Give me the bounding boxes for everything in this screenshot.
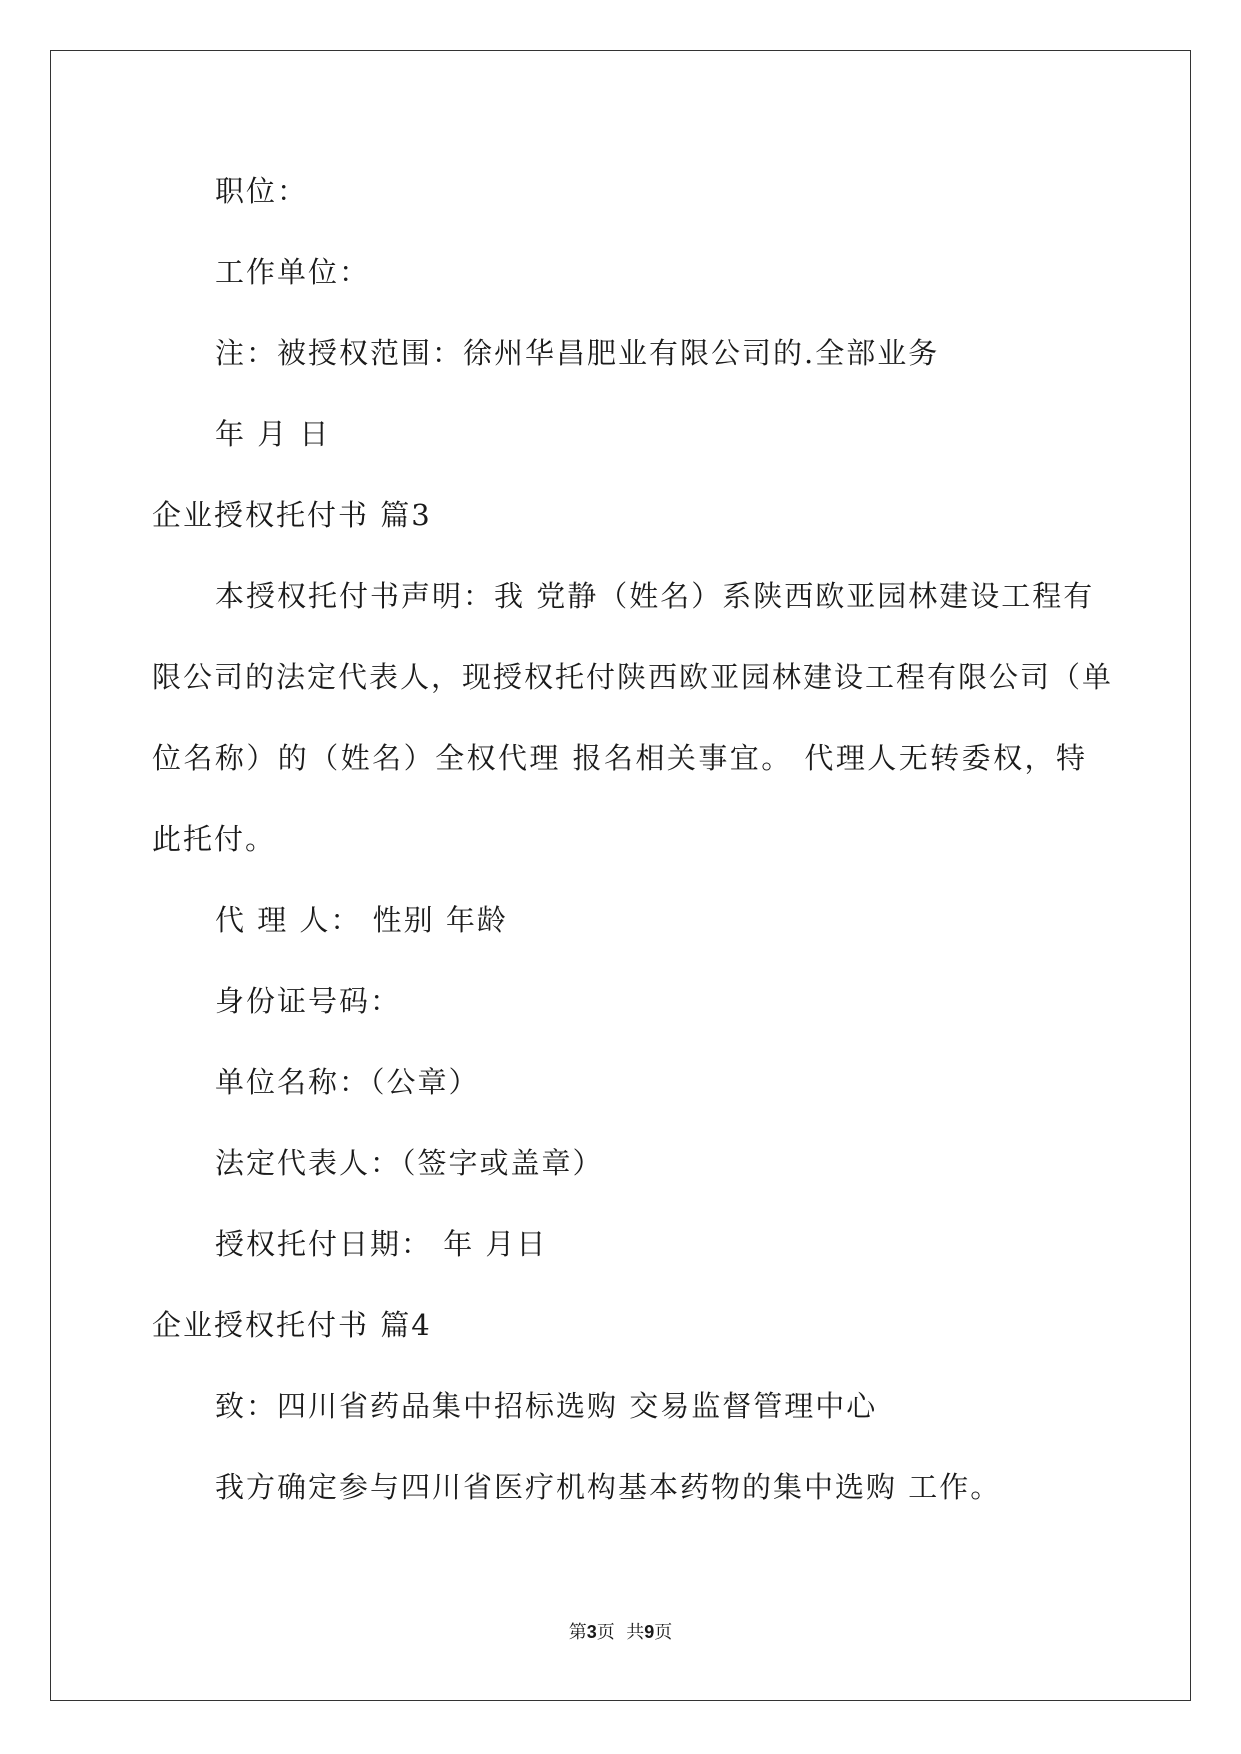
date-blank: 年 月 日	[215, 417, 331, 451]
page-mid-text: 页 共	[596, 1622, 645, 1643]
section-heading-3: 企业授权托付书 篇3	[152, 498, 432, 532]
authorization-scope-note: 注：被授权范围：徐州华昌肥业有限公司的.全部业务	[215, 336, 940, 370]
addressee-line: 致：四川省药品集中招标选购 交易监督管理中心	[215, 1389, 878, 1423]
confirmation-line: 我方确定参与四川省医疗机构基本药物的集中选购 工作。	[215, 1470, 1002, 1504]
authorization-statement	[152, 576, 1114, 778]
legal-rep-sign-label: 法定代表人：（签字或盖章）	[215, 1146, 604, 1180]
statement-line-3: 位名称）的（姓名）全权代理 报名相关事宜。 代理人无转委权，特	[152, 741, 1087, 775]
statement-line-2: 限公司的法定代表人，现授权托付陕西欧亚园林建设工程有限公司（单	[152, 660, 1114, 694]
position-label: 职位：	[215, 174, 309, 208]
total-pages-number: 9	[644, 1622, 655, 1642]
current-page-number: 3	[586, 1622, 597, 1642]
id-number-label: 身份证号码：	[215, 984, 402, 1018]
unit-name-seal-label: 单位名称：（公章）	[215, 1065, 480, 1099]
work-unit-label: 工作单位：	[215, 255, 371, 289]
page-suffix: 页	[654, 1622, 673, 1643]
section-heading-4: 企业授权托付书 篇4	[152, 1308, 432, 1342]
statement-line-1: 本授权托付书声明：我 党静（姓名）系陕西欧亚园林建设工程有	[215, 579, 1095, 613]
page-border	[50, 50, 1191, 1701]
page-prefix: 第	[568, 1622, 587, 1643]
statement-line-4: 此托付。	[152, 822, 277, 856]
page-footer	[0, 1620, 1241, 1645]
agent-info-line: 代 理 人： 性别 年龄	[215, 903, 508, 937]
authorization-date-label: 授权托付日期： 年 月日	[215, 1227, 548, 1261]
